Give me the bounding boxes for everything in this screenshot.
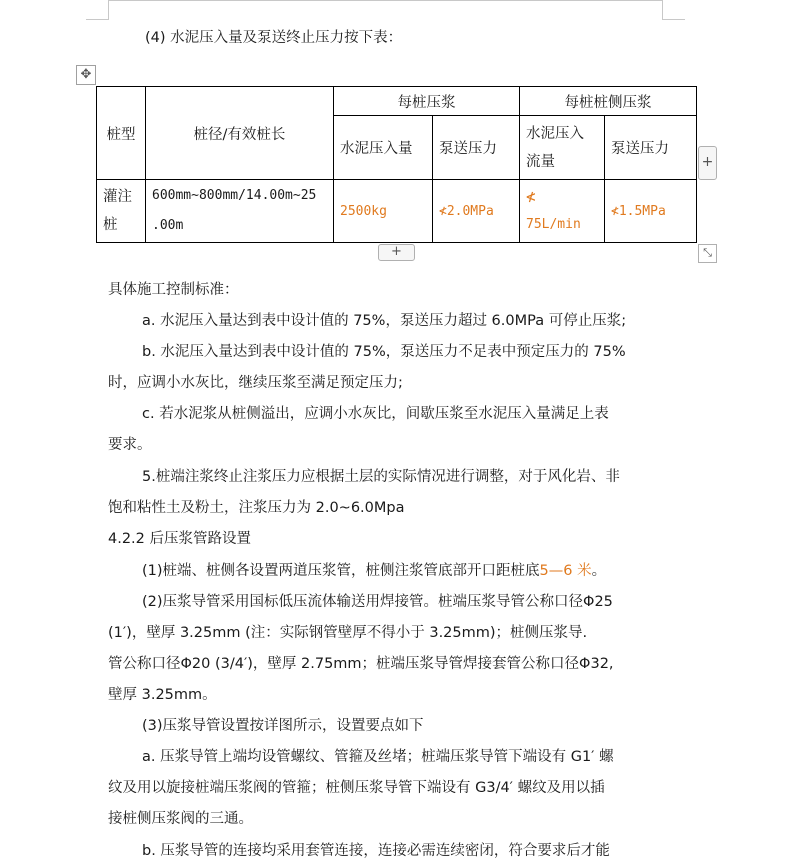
header-pile-side-grouting: 每桩桩侧压浆 [520, 87, 697, 116]
cell-diameter [146, 180, 334, 243]
paragraph-line-16: a. 压浆导管上端均设管螺纹、管箍及丝堵；桩端压浆导管下端设有 G1′ 螺 [142, 749, 614, 765]
cell-cement-flow-line1: ≮ [526, 187, 536, 206]
header-pile-type: 桩型 [97, 87, 146, 180]
paragraph-line-5: c. 若水泥浆从桩侧溢出，应调小水灰比，间歇压浆至水泥压入量满足上表 [142, 406, 609, 422]
paragraph-line-2: a. 水泥压入量达到表中设计值的 75%，泵送压力超过 6.0MPa 可停止压浆; [142, 313, 627, 329]
table-move-icon[interactable]: ✥ [76, 65, 96, 85]
header-cement-flow-line2: 流量 [526, 153, 555, 170]
section-heading: 4.2.2 后压浆管路设置 [108, 531, 252, 547]
page-corner-right [663, 19, 685, 21]
pressure-table [96, 86, 697, 243]
paragraph-line-1: 具体施工控制标准： [108, 282, 239, 298]
header-each-pile-grouting: 每桩压浆 [334, 87, 520, 116]
cell-side-pump-pressure: ≮1.5MPa [605, 180, 697, 243]
page-margin-top [108, 0, 663, 2]
header-pump-pressure: 泵送压力 [433, 116, 520, 180]
cell-diameter-line2: .00m [152, 218, 184, 233]
page-corner-left [86, 19, 108, 21]
page-margin-left [108, 0, 110, 20]
paragraph-line-10c: 。 [591, 563, 607, 579]
intro-text: (4) 水泥压入量及泵送终止压力按下表： [145, 30, 403, 46]
header-cement-amount: 水泥压入量 [334, 116, 433, 180]
cell-pile-type [97, 180, 146, 243]
header-side-pump-pressure: 泵送压力 [605, 116, 697, 180]
add-column-button[interactable]: + [698, 146, 717, 180]
cell-diameter-line1: 600mm~800mm/14.00m~25 [152, 188, 317, 203]
header-cement-flow [520, 116, 605, 180]
paragraph-line-3: b. 水泥压入量达到表中设计值的 75%，泵送压力不足表中预定压力的 75% [142, 344, 626, 360]
paragraph-line-8: 饱和粘性土及粉土，注浆压力为 2.0~6.0Mpa [108, 500, 405, 516]
header-cement-flow-line1: 水泥压入 [526, 125, 584, 142]
paragraph-line-6: 要求。 [108, 437, 152, 453]
add-row-button[interactable]: + [378, 244, 415, 261]
cell-cement-flow [520, 180, 605, 243]
paragraph-line-18: 接桩侧压浆阀的三通。 [108, 811, 253, 827]
paragraph-line-14: 壁厚 3.25mm。 [108, 687, 217, 703]
cell-cement-amount: 2500kg [334, 180, 433, 243]
paragraph-line-15: (3)压浆导管设置按详图所示，设置要点如下 [142, 718, 424, 734]
paragraph-line-4: 时，应调小水灰比，继续压浆至满足预定压力; [108, 375, 403, 391]
paragraph-line-13: 管公称口径Φ20 (3/4′)，壁厚 2.75mm；桩端压浆导管焊接套管公称口径Φ32, [108, 656, 614, 672]
paragraph-line-19: b. 压浆导管的连接均采用套管连接，连接必需连续密闭，符合要求后才能 [142, 843, 610, 859]
cell-pump-pressure: ≮2.0MPa [433, 180, 520, 243]
paragraph-line-7: 5.桩端注浆终止注浆压力应根据土层的实际情况进行调整，对于风化岩、非 [142, 469, 620, 485]
table-resize-icon[interactable]: ⤡ [698, 244, 717, 263]
paragraph-line-17: 纹及用以旋接桩端压浆阀的管箍；桩侧压浆导管下端设有 G3/4′ 螺纹及用以插 [108, 780, 605, 796]
paragraph-line-10-highlight: 5—6 米 [539, 563, 592, 579]
cell-cement-flow-line2: 75L/min [526, 217, 581, 232]
paragraph-line-12: (1′)，壁厚 3.25mm (注：实际钢管壁厚不得小于 3.25mm)；桩侧压浆导. [108, 625, 588, 641]
paragraph-line-10 [142, 561, 606, 581]
paragraph-line-10a: (1)桩端、桩侧各设置两道压浆管，桩侧注浆管底部开口距桩底 [142, 563, 540, 579]
header-diameter: 桩径/有效桩长 [146, 87, 334, 180]
cell-pile-type-line2: 桩 [103, 217, 118, 233]
page-margin-right [662, 0, 664, 20]
paragraph-line-11: (2)压浆导管采用国标低压流体输送用焊接管。桩端压浆导管公称口径Φ25 [142, 594, 613, 610]
cell-pile-type-line1: 灌注 [103, 189, 132, 205]
